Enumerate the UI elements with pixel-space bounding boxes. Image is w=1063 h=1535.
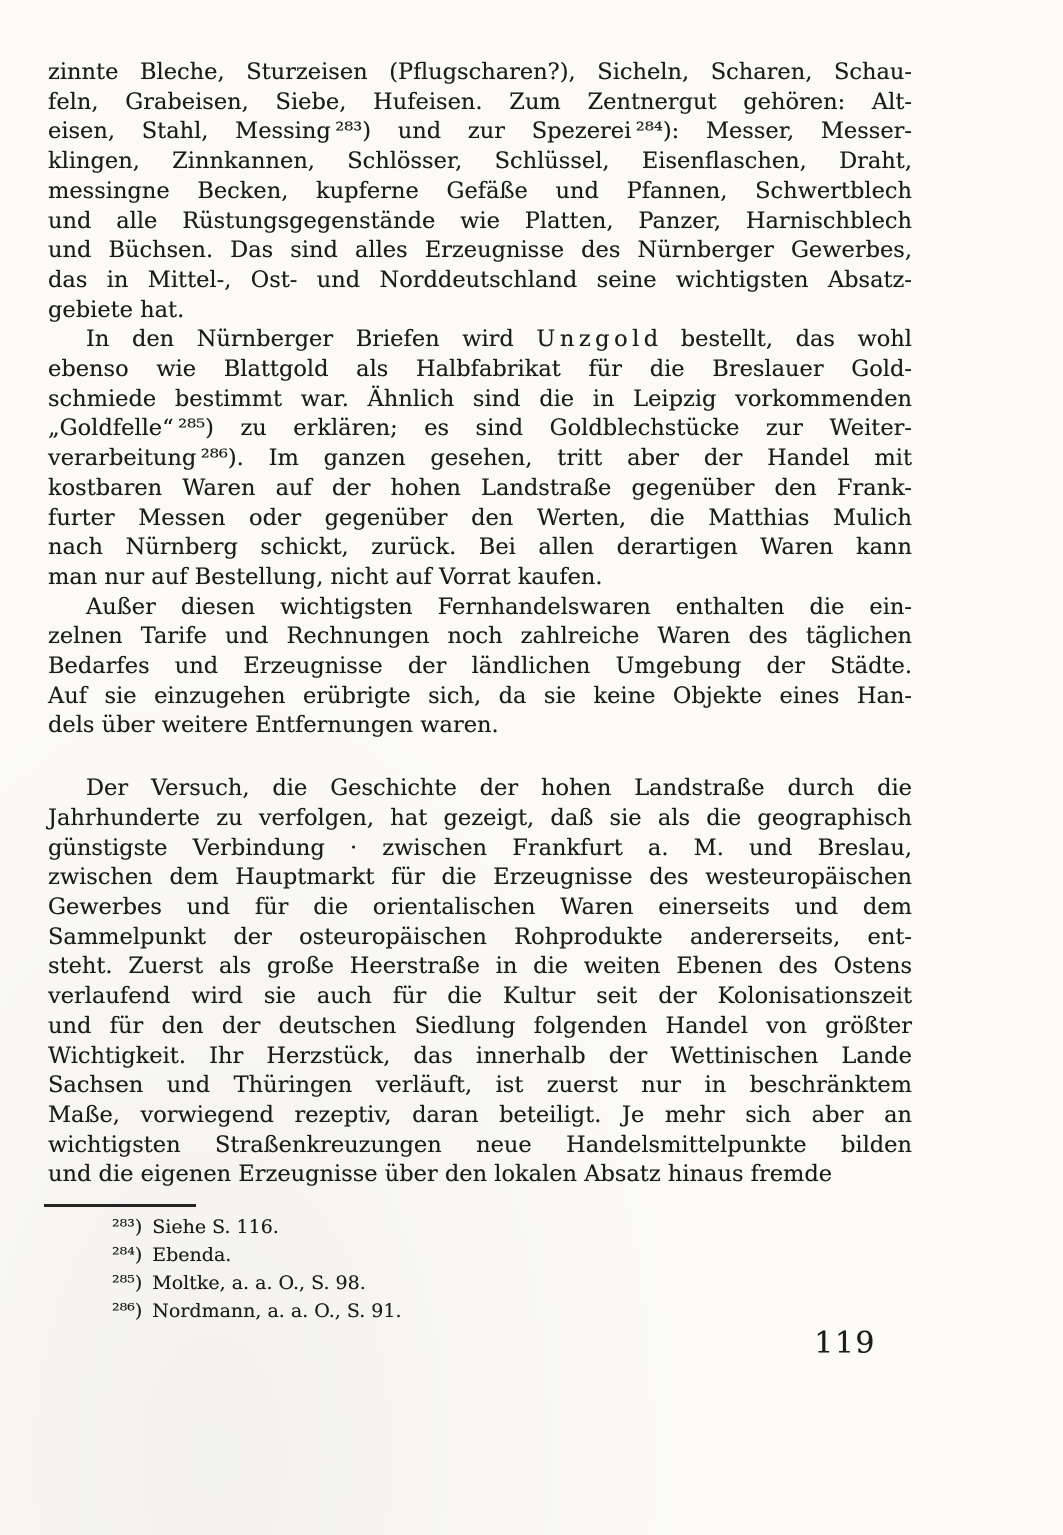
text-line: eisen, Stahl, Messing ²⁸³) und zur Spezerei ²⁸⁴): Messer, Messer- [48, 118, 912, 145]
text-line: zelnen Tarife und Rechnungen noch zahlreiche Waren des täglichen [48, 623, 912, 650]
text-line: Gewerbes und für die orientalischen Waren einerseits und dem [48, 893, 912, 920]
text-line: verlaufend wird sie auch für die Kultur seit der Kolonisationszeit [48, 983, 912, 1010]
text-line: Der Versuch, die Geschichte der hohen Landstraße durch die [86, 775, 912, 802]
text-line: ebenso wie Blattgold als Halbfabrikat für die Breslauer Gold- [48, 356, 912, 383]
text-line: Sammelpunkt der osteuropäischen Rohprodukte andererseits, ent- [48, 923, 912, 950]
text-line: klingen, Zinnkannen, Schlösser, Schlüssel, Eisenflaschen, Draht, [48, 148, 912, 175]
text-line: Jahrhunderte zu verfolgen, hat gezeigt, daß sie als die geographisch [48, 804, 912, 831]
text-line: gebiete hat. [48, 296, 185, 323]
footnote-marker: ²⁸⁶) [112, 1300, 143, 1322]
text-line: schmiede bestimmt war. Ähnlich sind die in Leipzig vorkommenden [48, 385, 912, 412]
footnote-text: Nordmann, a. a. O., S. 91. [152, 1300, 402, 1322]
text-line: dels über weitere Entfernungen waren. [48, 712, 499, 739]
footnote-separator-rule [44, 1204, 196, 1207]
footnote [112, 1213, 812, 1241]
footnote-marker: ²⁸³) [112, 1216, 143, 1238]
body-text [48, 58, 912, 1190]
text-line: furter Messen oder gegenüber den Werten, die Matthias Mulich [48, 504, 912, 531]
text-line: günstigste Verbindung · zwischen Frankfurt a. M. und Breslau, [48, 834, 912, 861]
text-line: zwischen dem Hauptmarkt für die Erzeugnisse des westeuropäischen [48, 864, 912, 891]
footnote [112, 1269, 812, 1297]
text-line: „Goldfelle“ ²⁸⁵) zu erklären; es sind Goldblechstücke zur Weiter- [48, 415, 912, 442]
paragraph-der-versuch [48, 774, 912, 1190]
text-line: feln, Grabeisen, Siebe, Hufeisen. Zum Zentnergut gehören: Alt- [48, 88, 912, 115]
text-line: messingne Becken, kupferne Gefäße und Pfannen, Schwertblech [48, 177, 912, 204]
footnote-text: Ebenda. [152, 1244, 232, 1266]
footnote-text: Siehe S. 116. [152, 1216, 279, 1238]
text-line: Bedarfes und Erzeugnisse der ländlichen Umgebung der Städte. [48, 653, 912, 680]
footnote-marker: ²⁸⁴) [112, 1244, 143, 1266]
text-line: kostbaren Waren auf der hohen Landstraße gegenüber den Frank- [48, 474, 912, 501]
text-line: und für den der deutschen Siedlung folgenden Handel von größter [48, 1012, 912, 1039]
text-line: zinnte Bleche, Sturzeisen (Pflugscharen?), Sicheln, Scharen, Schau- [48, 59, 912, 85]
footnote-text: Moltke, a. a. O., S. 98. [152, 1272, 366, 1294]
footnote-marker: ²⁸⁵) [112, 1272, 143, 1294]
page-number: 119 [814, 1326, 876, 1361]
text-line: und die eigenen Erzeugnisse über den lokalen Absatz hinaus fremde [48, 1161, 833, 1188]
paragraph-fernhandelswaren [48, 593, 912, 742]
text-line: nach Nürnberg schickt, zurück. Bei allen derartigen Waren kann [48, 534, 912, 561]
footnote [112, 1241, 812, 1269]
footnote [112, 1297, 812, 1325]
text-line: Außer diesen wichtigsten Fernhandelswaren enthalten die ein- [86, 593, 912, 620]
footnotes-block [112, 1213, 812, 1325]
text-line: man nur auf Bestellung, nicht auf Vorrat kaufen. [48, 563, 603, 590]
text-line: und alle Rüstungsgegenstände wie Platten, Panzer, Harnischblech [48, 207, 912, 234]
text-line: verarbeitung ²⁸⁶). Im ganzen gesehen, tritt aber der Handel mit [48, 445, 912, 472]
text-line: Maße, vorwiegend rezeptiv, daran beteiligt. Je mehr sich aber an [48, 1101, 912, 1128]
paragraph-unzgold [48, 325, 912, 592]
text-line: Sachsen und Thüringen verläuft, ist zuerst nur in beschränktem [48, 1072, 912, 1099]
text-line: wichtigsten Straßenkreuzungen neue Handelsmittelpunkte bilden [48, 1131, 912, 1158]
text-line: und Büchsen. Das sind alles Erzeugnisse des Nürnberger Gewerbes, [48, 237, 912, 264]
text-line: steht. Zuerst als große Heerstraße in die weiten Ebenen des Ostens [48, 953, 912, 980]
text-line: Auf sie einzugehen erübrigte sich, da sie keine Objekte eines Han- [48, 682, 912, 709]
paragraph-continuation [48, 58, 912, 325]
text-line: Wichtigkeit. Ihr Herzstück, das innerhalb der Wettinischen Lande [48, 1042, 912, 1069]
text-line: das in Mittel-, Ost- und Norddeutschland seine wichtigsten Absatz- [48, 266, 912, 293]
text-line: In den Nürnberger Briefen wird U n z g o l d bestellt, das wohl [86, 326, 912, 353]
